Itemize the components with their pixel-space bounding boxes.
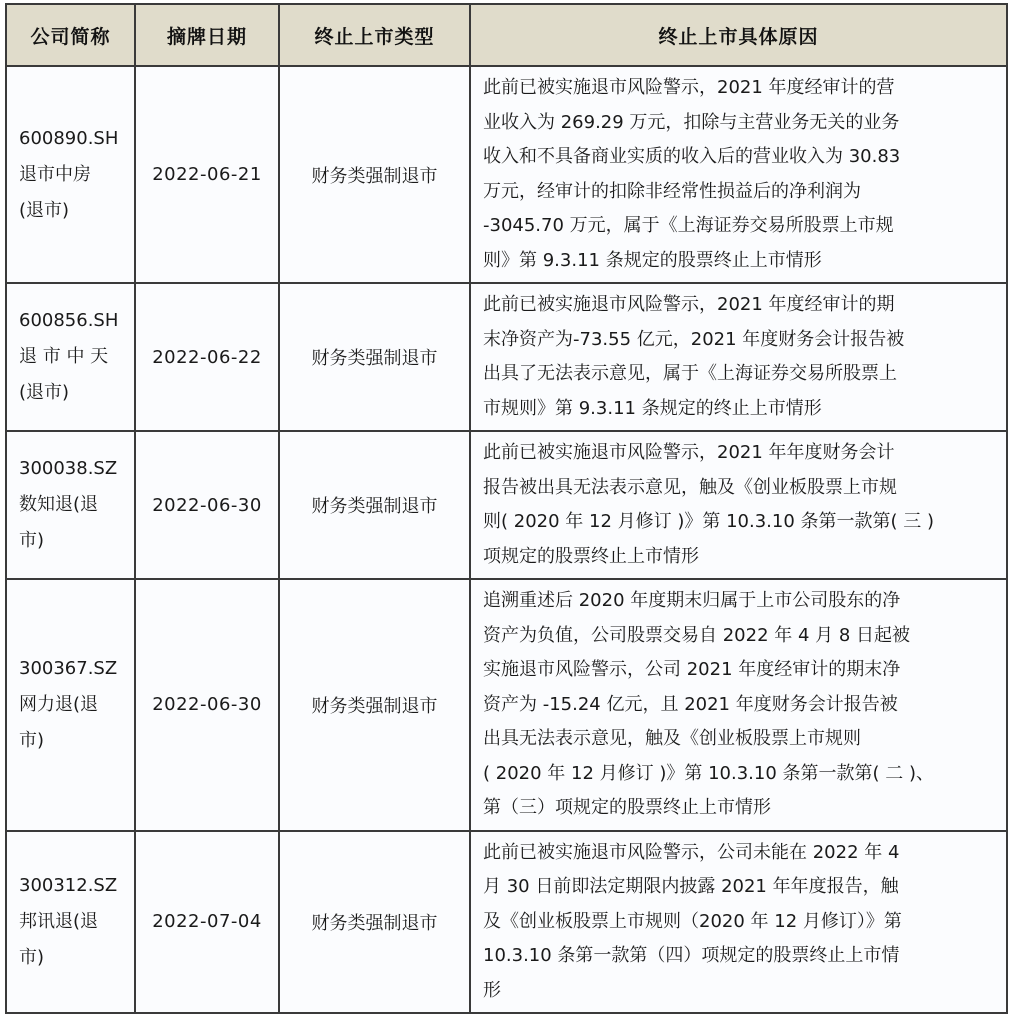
delist-type: 财务类强制退市 (279, 66, 470, 283)
reason-line: 实施退市风险警示，公司 2021 年度经审计的期末净 (483, 659, 901, 680)
reason-line: 此前已被实施退市风险警示，2021 年年度财务会计 (483, 442, 895, 463)
company-status: 市) (19, 530, 45, 551)
delisting-table (5, 3, 1008, 1014)
company-code: 600856.SH (19, 310, 119, 331)
delist-reason (470, 431, 1007, 579)
header-row (6, 4, 1007, 66)
delist-reason (470, 283, 1007, 431)
reason-line: 资产为负值，公司股票交易自 2022 年 4 月 8 日起被 (483, 624, 911, 646)
delist-date: 2022-07-04 (135, 831, 279, 1014)
company-name: 数知退(退 (19, 494, 99, 515)
reason-line: -3045.70 万元，属于《上海证券交易所股票上市规 (483, 215, 894, 236)
company-cell (6, 66, 135, 283)
company-status: 市) (19, 729, 45, 751)
table-row (6, 831, 1007, 1014)
reason-line: 此前已被实施退市风险警示，公司未能在 2022 年 4 (483, 841, 900, 863)
company-status: 市) (19, 946, 45, 968)
reason-line: 报告被出具无法表示意见，触及《创业板股票上市规 (483, 476, 897, 498)
reason-line: 出具了无法表示意见，属于《上海证券交易所股票上 (483, 363, 897, 384)
table-row (6, 431, 1007, 579)
reason-line: 及《创业板股票上市规则（2020 年 12 月修订）》第 (483, 910, 902, 932)
reason-line: 此前已被实施退市风险警示，2021 年度经审计的营 (483, 77, 895, 98)
table-row (6, 66, 1007, 283)
company-cell (6, 283, 135, 431)
reason-line: 资产为 -15.24 亿元，且 2021 年度财务会计报告被 (483, 693, 898, 715)
reason-line: 收入和不具备商业实质的收入后的营业收入为 30.83 (483, 146, 901, 167)
company-cell (6, 831, 135, 1014)
company-status: (退市) (19, 382, 70, 403)
company-name: 退 市 中 天 (19, 346, 109, 367)
company-status: (退市) (19, 199, 70, 221)
delist-type: 财务类强制退市 (279, 579, 470, 831)
header-delist-reason: 终止上市具体原因 (470, 4, 1007, 66)
delist-reason (470, 579, 1007, 831)
delist-reason (470, 66, 1007, 283)
delist-date: 2022-06-22 (135, 283, 279, 431)
header-delist-date: 摘牌日期 (135, 4, 279, 66)
reason-line: 形 (483, 979, 501, 1001)
reason-line: 10.3.10 条第一款第（四）项规定的股票终止上市情 (483, 945, 900, 966)
company-code: 600890.SH (19, 127, 119, 149)
reason-line: 第（三）项规定的股票终止上市情形 (483, 797, 771, 818)
header-company: 公司简称 (6, 4, 135, 66)
reason-line: 则》第 9.3.11 条规定的股票终止上市情形 (483, 249, 822, 271)
reason-line: 万元，经审计的扣除非经常性损益后的净利润为 (483, 180, 861, 202)
company-code: 300367.SZ (19, 657, 118, 679)
delist-type: 财务类强制退市 (279, 283, 470, 431)
company-name: 邦讯退(退 (19, 910, 99, 932)
reason-line: 月 30 日前即法定期限内披露 2021 年年度报告，触 (483, 876, 899, 897)
header-delist-type: 终止上市类型 (279, 4, 470, 66)
delist-date: 2022-06-30 (135, 579, 279, 831)
reason-line: 项规定的股票终止上市情形 (483, 545, 699, 567)
reason-line: 此前已被实施退市风险警示，2021 年度经审计的期 (483, 294, 895, 315)
reason-line: ( 2020 年 12 月修订 )》第 10.3.10 条第一款第( 二 )、 (483, 762, 935, 784)
delist-date: 2022-06-21 (135, 66, 279, 283)
delist-date: 2022-06-30 (135, 431, 279, 579)
delist-reason (470, 831, 1007, 1014)
company-name: 退市中房 (19, 163, 91, 185)
reason-line: 追溯重述后 2020 年度期末归属于上市公司股东的净 (483, 590, 901, 611)
company-cell (6, 431, 135, 579)
reason-line: 市规则》第 9.3.11 条规定的终止上市情形 (483, 397, 822, 419)
delist-type: 财务类强制退市 (279, 431, 470, 579)
delist-type: 财务类强制退市 (279, 831, 470, 1014)
company-code: 300312.SZ (19, 874, 118, 896)
reason-line: 末净资产为-73.55 亿元，2021 年度财务会计报告被 (483, 328, 905, 350)
company-code: 300038.SZ (19, 458, 118, 479)
reason-line: 出具无法表示意见，触及《创业板股票上市规则 (483, 728, 861, 749)
company-name: 网力退(退 (19, 693, 99, 715)
table-row (6, 579, 1007, 831)
reason-line: 则( 2020 年 12 月修订 )》第 10.3.10 条第一款第( 三 ) (483, 511, 935, 532)
table-row (6, 283, 1007, 431)
reason-line: 业收入为 269.29 万元，扣除与主营业务无关的业务 (483, 111, 900, 133)
company-cell (6, 579, 135, 831)
